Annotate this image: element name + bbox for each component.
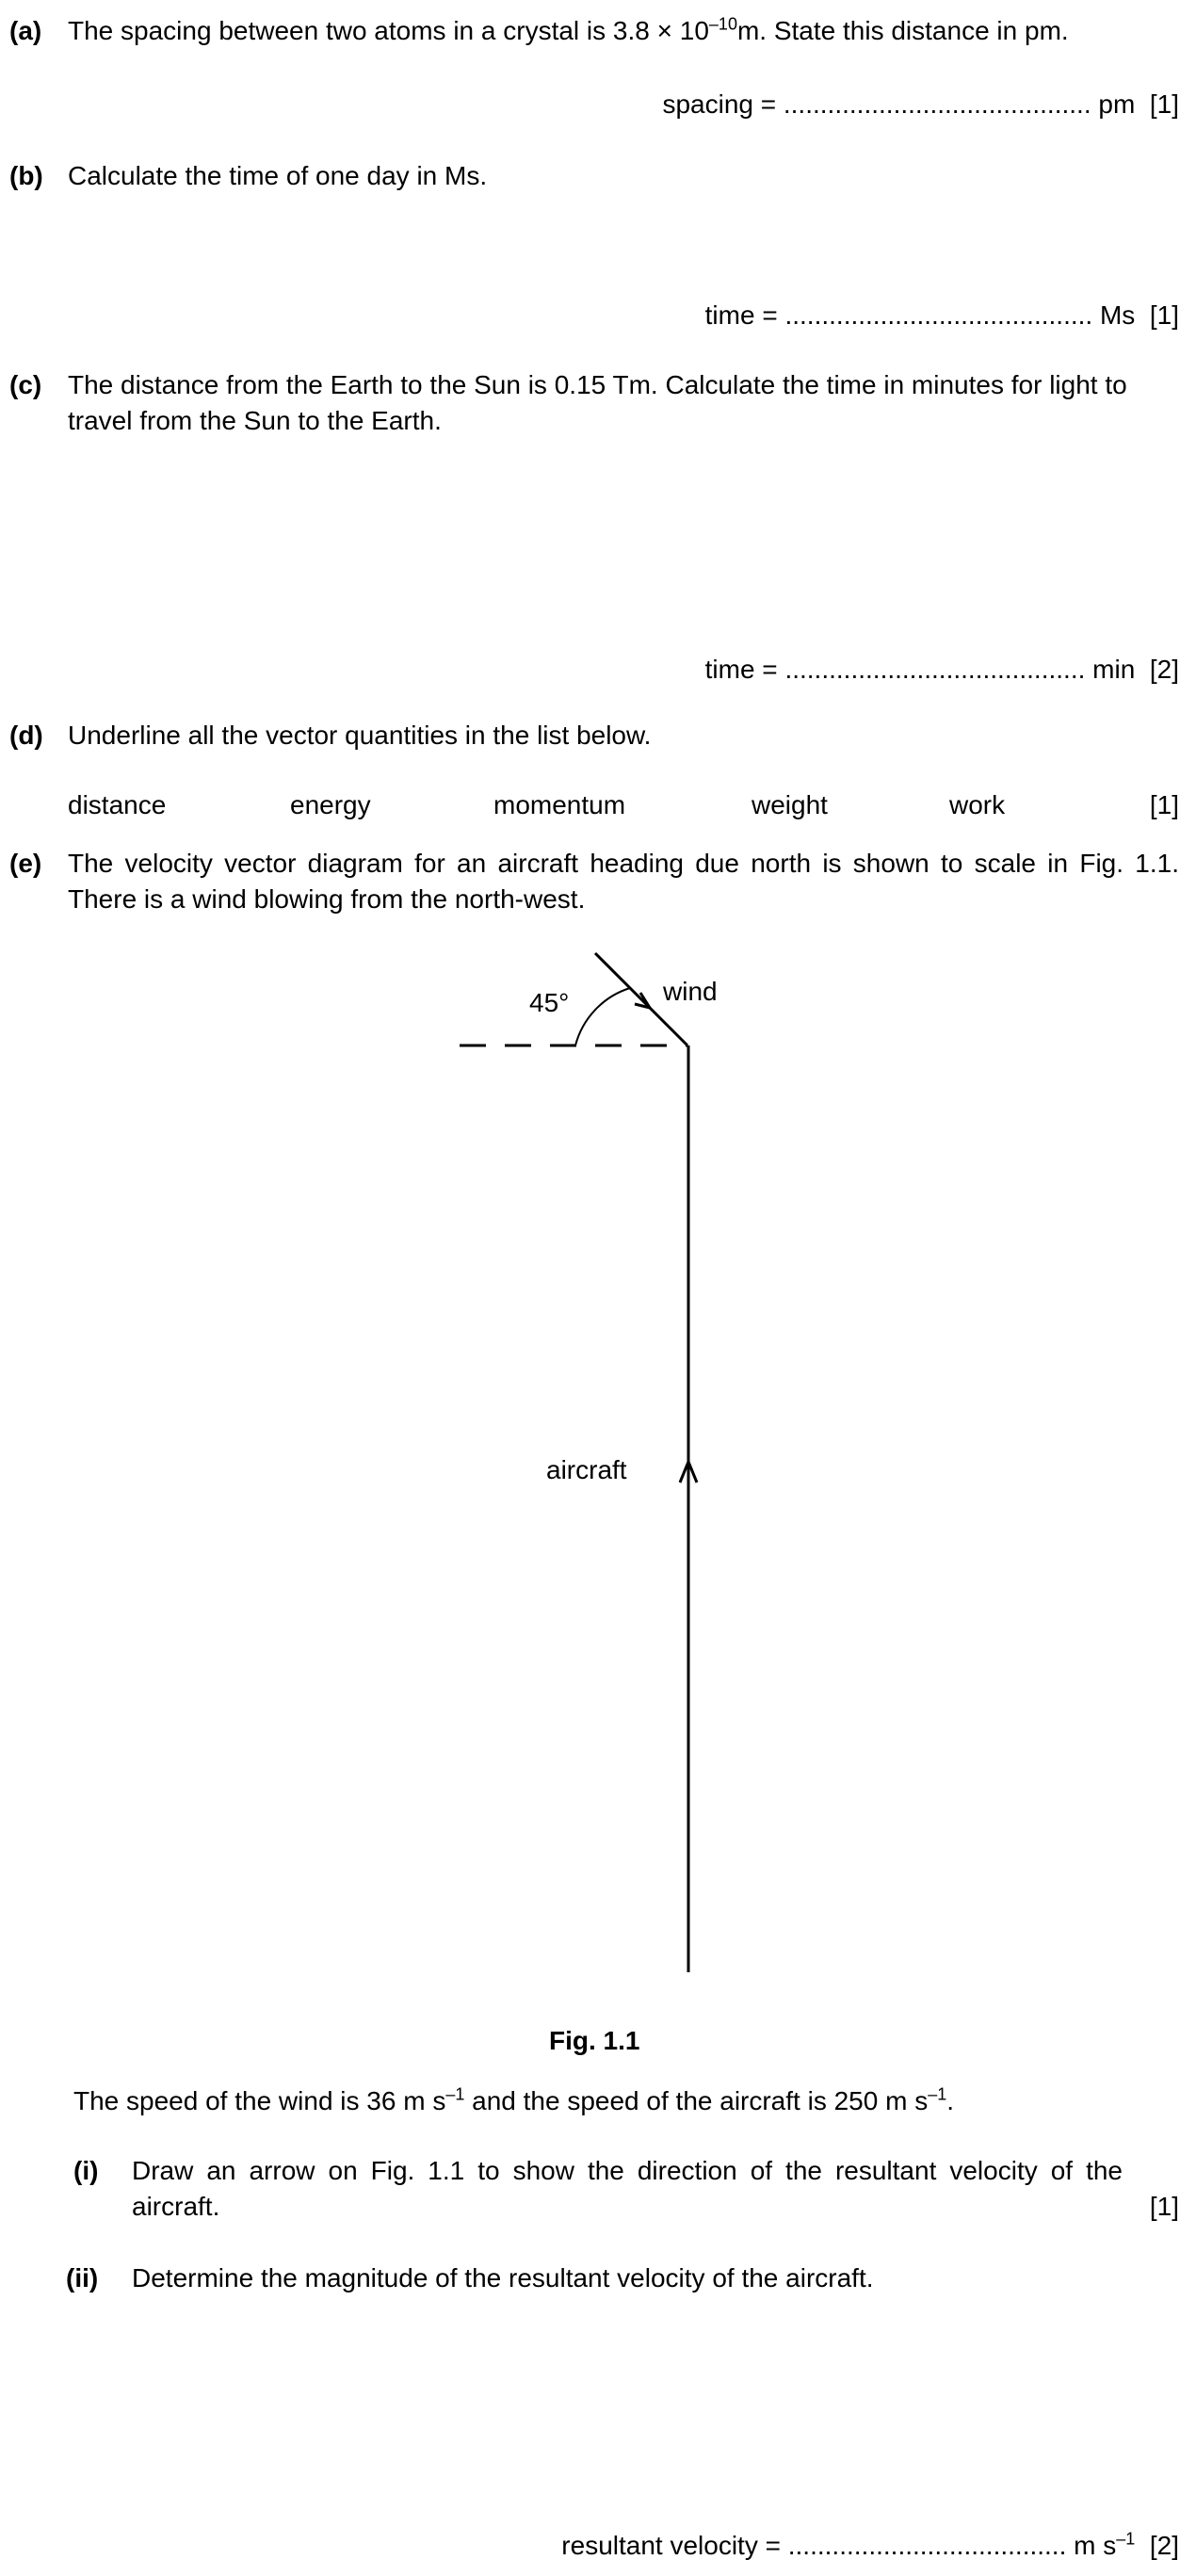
question-b-text: Calculate the time of one day in Ms. <box>68 161 488 190</box>
question-e-ii-label: (ii) <box>66 2263 99 2292</box>
answer-e-ii-unit: m s <box>1074 2531 1117 2560</box>
answer-e-ii-exp: –1 <box>1116 2529 1136 2549</box>
marks-e-i: [1] <box>1149 2192 1179 2221</box>
question-a-label: (a) <box>9 16 42 45</box>
aircraft-label: aircraft <box>546 1455 627 1484</box>
wind-label: wind <box>663 977 718 1006</box>
question-b-label: (b) <box>9 161 43 190</box>
marks-b: [1] <box>1149 300 1179 330</box>
angle-arc <box>575 988 630 1045</box>
speed-exp-1: –1 <box>445 2084 465 2104</box>
marks-a: [1] <box>1149 89 1179 119</box>
marks-d: [1] <box>1149 790 1179 819</box>
vector-word-weight[interactable]: weight <box>752 790 828 819</box>
vector-word-distance[interactable]: distance <box>68 790 167 819</box>
vector-word-work[interactable]: work <box>949 790 1006 819</box>
figure-caption: Fig. 1.1 <box>549 2026 640 2055</box>
question-e-label: (e) <box>9 849 42 878</box>
angle-label: 45° <box>529 988 570 1017</box>
answer-c-unit: min <box>1092 655 1136 684</box>
question-d-text: Underline all the vector quantities in the list below. <box>68 721 652 750</box>
answer-e-ii-prefix: resultant velocity = <box>561 2531 788 2560</box>
marks-c: [2] <box>1149 655 1179 684</box>
speed-exp-2: –1 <box>928 2084 947 2104</box>
answer-e-ii-dots[interactable]: ...................................... <box>787 2531 1067 2560</box>
answer-c-dots[interactable]: ......................................... <box>784 655 1086 684</box>
question-a-exponent: –10 <box>708 14 737 34</box>
speed-statement <box>73 2083 954 2119</box>
question-e-ii-text: Determine the magnitude of the resultant velocity of the aircraft. <box>132 2263 874 2292</box>
question-a-text-end: m. State this distance in pm. <box>736 16 1069 45</box>
answer-b-prefix: time = <box>704 300 785 330</box>
answer-c-prefix: time = <box>704 655 785 684</box>
question-c-text: The distance from the Earth to the Sun is 0.15 Tm. Calculate the time in minutes for light to travel from the Sun to the Earth. <box>68 370 1127 435</box>
question-e-text: The velocity vector diagram for an aircraft heading due north is shown to scale in Fig. 1.1. There is a wind blowing from the north-west. <box>68 849 1179 914</box>
vector-word-momentum[interactable]: momentum <box>493 790 626 819</box>
speed-text-1: The speed of the wind is 36 m s <box>73 2086 446 2115</box>
answer-a-dots[interactable]: .......................................... <box>783 89 1091 119</box>
answer-b-unit: Ms <box>1099 300 1136 330</box>
vector-word-energy[interactable]: energy <box>290 790 371 819</box>
speed-text-3: . <box>946 2086 955 2115</box>
question-e-i-text: Draw an arrow on Fig. 1.1 to show the direction of the resultant velocity of the aircraft. <box>132 2156 1123 2221</box>
question-c-label: (c) <box>9 370 42 399</box>
question-d-label: (d) <box>9 721 43 750</box>
answer-a-unit: pm <box>1098 89 1136 119</box>
answer-line-e-ii[interactable] <box>561 2528 1179 2564</box>
marks-e-ii: [2] <box>1149 2531 1179 2560</box>
question-e-i-label: (i) <box>73 2156 99 2185</box>
question-a-text-start: The spacing between two atoms in a crystal is 3.8 × 10 <box>68 16 709 45</box>
answer-a-prefix: spacing = <box>662 89 784 119</box>
speed-text-2: and the speed of the aircraft is 250 m s <box>464 2086 929 2115</box>
answer-b-dots[interactable]: .......................................... <box>784 300 1093 330</box>
